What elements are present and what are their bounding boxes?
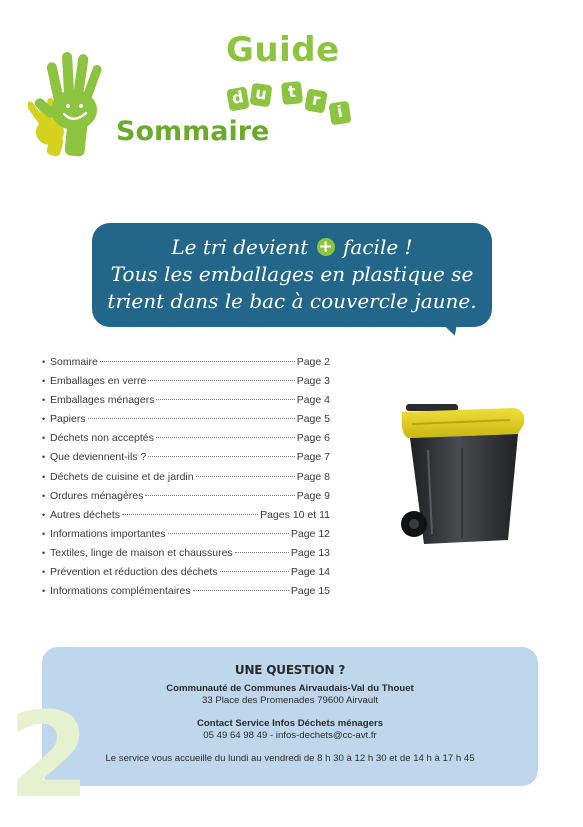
toc-page: Pages 10 et 11 bbox=[260, 508, 330, 521]
toc-item[interactable] bbox=[42, 451, 330, 470]
info-banner bbox=[92, 223, 492, 327]
contact-box bbox=[42, 647, 538, 786]
bullet-icon: • bbox=[42, 528, 46, 539]
hands-logo-icon bbox=[28, 48, 110, 158]
toc-page: Page 12 bbox=[290, 527, 330, 540]
spacer bbox=[42, 707, 538, 718]
toc-page: Page 9 bbox=[296, 489, 330, 502]
dot-leader bbox=[88, 418, 295, 419]
dot-leader bbox=[235, 552, 289, 553]
tile-letter: d bbox=[226, 86, 250, 111]
dot-leader bbox=[220, 571, 289, 572]
toc-label: Que deviennent-ils ? bbox=[50, 451, 147, 464]
toc-label: Autres déchets bbox=[50, 508, 121, 521]
toc-label: Informations importantes bbox=[50, 527, 166, 540]
toc-page: Page 5 bbox=[296, 413, 330, 426]
toc-item[interactable] bbox=[42, 509, 330, 528]
contact-title: Contact Service Infos Déchets ménagers bbox=[196, 718, 384, 729]
toc-label: Prévention et réduction des déchets bbox=[50, 566, 218, 579]
bullet-icon: • bbox=[42, 509, 46, 520]
toc-label: Sommaire bbox=[50, 356, 98, 368]
toc-page: Page 3 bbox=[296, 375, 330, 388]
toc-label: Textiles, linge de maison et chaussures bbox=[50, 546, 233, 559]
dot-leader bbox=[145, 495, 294, 496]
toc-label: Papiers bbox=[50, 413, 86, 426]
toc-item[interactable] bbox=[42, 394, 330, 413]
bullet-icon: • bbox=[42, 433, 46, 444]
guide-title: Guide bbox=[226, 30, 340, 70]
dot-leader bbox=[168, 533, 289, 534]
dot-leader bbox=[100, 361, 295, 362]
toc-label: Emballages en verre bbox=[50, 375, 147, 388]
toc-page: Page 8 bbox=[296, 470, 330, 483]
dot-leader bbox=[196, 476, 295, 477]
dot-leader bbox=[156, 437, 295, 438]
bullet-icon: • bbox=[42, 414, 46, 425]
banner-line-2: Tous les emballages en plastique se bbox=[110, 262, 474, 286]
opening-hours: Le service vous accueille du lundi au vendredi de 8 h 30 à 12 h 30 et de 14 h à 17 h 45 bbox=[105, 753, 475, 764]
bullet-icon: • bbox=[42, 376, 46, 387]
toc-label: Informations complémentaires bbox=[50, 585, 191, 598]
spacer bbox=[42, 742, 538, 753]
bullet-icon: • bbox=[42, 586, 46, 597]
banner-text: Le tri devient bbox=[171, 235, 309, 259]
tile-letter: i bbox=[329, 101, 352, 126]
toc-item[interactable] bbox=[42, 413, 330, 432]
banner-line-3: trient dans le bac à couvercle jaune. bbox=[107, 289, 477, 313]
toc-page: Page 7 bbox=[296, 451, 330, 464]
toc-page: Page 15 bbox=[290, 585, 330, 598]
toc-label: Emballages ménagers bbox=[50, 394, 155, 407]
table-of-contents bbox=[42, 356, 330, 604]
bullet-icon: • bbox=[42, 490, 46, 501]
plus-icon: + bbox=[318, 237, 333, 257]
dot-leader bbox=[122, 514, 258, 515]
toc-page: Page 2 bbox=[296, 356, 330, 368]
bullet-icon: • bbox=[42, 547, 46, 558]
bullet-icon: • bbox=[42, 395, 46, 406]
org-address: 33 Place des Promenades 79600 Airvault bbox=[202, 695, 378, 706]
toc-label: Ordures ménagères bbox=[50, 489, 144, 502]
tile-letter: t bbox=[281, 81, 303, 105]
question-heading: UNE QUESTION ? bbox=[234, 663, 346, 677]
banner-text: facile ! bbox=[343, 235, 413, 259]
toc-item[interactable] bbox=[42, 356, 330, 375]
toc-page: Page 14 bbox=[290, 566, 330, 579]
tile-letter: u bbox=[250, 83, 273, 108]
tile-letter: r bbox=[304, 88, 328, 113]
dot-leader bbox=[148, 380, 294, 381]
toc-item[interactable] bbox=[42, 566, 330, 585]
bullet-icon: • bbox=[42, 357, 46, 367]
banner-line-1 bbox=[102, 234, 482, 261]
page-title: Sommaire bbox=[116, 116, 270, 147]
toc-label: Déchets non acceptés bbox=[50, 432, 154, 445]
toc-page: Page 6 bbox=[296, 432, 330, 445]
dot-leader bbox=[148, 456, 294, 457]
bullet-icon: • bbox=[42, 567, 46, 578]
toc-item[interactable] bbox=[42, 432, 330, 451]
contact-details[interactable]: 05 49 64 98 49 - infos-dechets@cc-avt.fr bbox=[203, 730, 377, 741]
toc-item[interactable] bbox=[42, 528, 330, 547]
dot-leader bbox=[156, 399, 294, 400]
toc-label: Déchets de cuisine et de jardin bbox=[50, 470, 194, 483]
toc-item[interactable] bbox=[42, 471, 330, 490]
toc-item[interactable] bbox=[42, 375, 330, 394]
page-number: 2 bbox=[8, 686, 91, 824]
wheelie-bin-icon bbox=[398, 398, 530, 550]
org-name: Communauté de Communes Airvaudais-Val du Thouet bbox=[166, 683, 414, 694]
toc-item[interactable] bbox=[42, 585, 330, 604]
toc-item[interactable] bbox=[42, 490, 330, 509]
toc-page: Page 4 bbox=[296, 394, 330, 407]
toc-page: Page 13 bbox=[290, 546, 330, 559]
toc-item[interactable] bbox=[42, 547, 330, 566]
bullet-icon: • bbox=[42, 452, 46, 463]
bullet-icon: • bbox=[42, 471, 46, 482]
dot-leader bbox=[193, 590, 289, 591]
